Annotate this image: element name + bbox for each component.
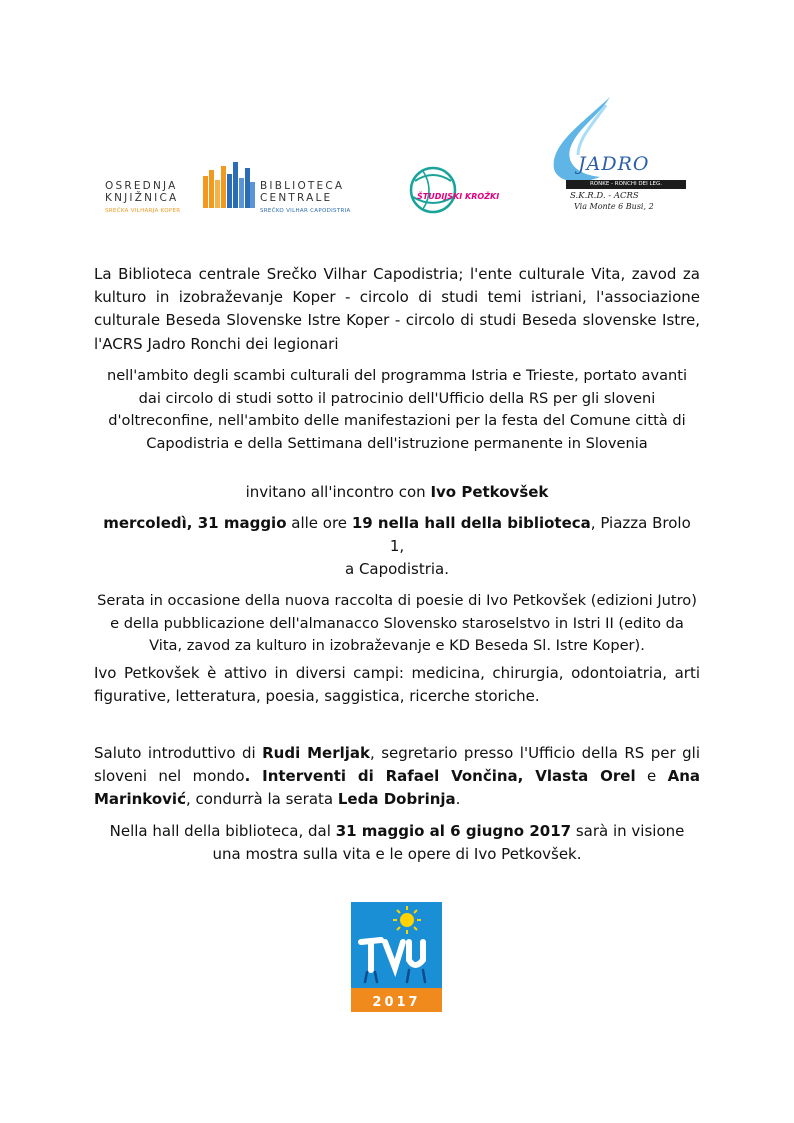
- jadro-subtitle: S.K.R.D. - ACRS: [570, 191, 639, 201]
- event-time-place: 19 nella hall della biblioteca: [351, 514, 591, 532]
- occasion-paragraph: Serata in occasione della nuova raccolta di poesie di Ivo Petkovšek (edizioni Jutro) e della pubblicazione dell'almanacco Slovensko staroselstvo in Istri II (edito da Vita, zavod za kulturo in izobraževanje e KD Beseda Sl. Istre Koper).: [97, 592, 697, 655]
- tvu-year: 2017: [372, 995, 421, 1010]
- book-bars-icon: [203, 162, 255, 210]
- context-paragraph: nell'ambito degli scambi culturali del programma Istria e Trieste, portato avanti dai circolo di studi sotto il patrocinio dell'Ufficio della RS per gli sloveni d'oltreconfine, nell'ambito delle manifestazioni per la festa del Comune città di Capodistria e della Settimana dell'istruzione permanente in Slovenia: [106, 367, 688, 452]
- event-date: mercoledì, 31 maggio: [103, 514, 287, 532]
- jadro-address: Via Monte 6 Busi, 2: [574, 202, 654, 211]
- intro-paragraph: La Biblioteca centrale Srečko Vilhar Capodistria; l'ente culturale Vita, zavod za kulturo in izobraževanje Koper - circolo di studi temi istriani, l'associazione culturale Beseda Slovenske Istre Koper - circolo di studi Beseda slovenske Istre, l'ACRS Jadro Ronchi dei legionari: [94, 265, 700, 353]
- tvu-sun-logo-icon: [351, 902, 442, 1012]
- jadro-title: JADRO: [578, 153, 650, 175]
- studijski-krozki-text: ŠTUDIJSKI KROŽKI: [417, 192, 500, 201]
- globe-swirl-icon: [405, 163, 505, 217]
- library-logo: [105, 162, 350, 214]
- greeting-paragraph: Saluto introduttivo di Rudi Merljak, segretario presso l'Ufficio della RS per gli sloveni nel mondo. Interventi di Rafael Vončina, Vlasta Orel e Ana Marinković, condurrà la serata Leda Dobrinja.: [94, 744, 701, 809]
- tvu-logo: [351, 902, 442, 1012]
- library-logo-left-text: OSREDNJA KNJIŽNICA SREČKA VILHARJA KOPER: [105, 180, 181, 214]
- exhibit-paragraph: Nella hall della biblioteca, dal 31 maggio al 6 giugno 2017 sarà in visione una mostra sulla vita e le opere di Ivo Petkovšek.: [109, 822, 685, 864]
- guest-name: Ivo Petkovšek: [430, 483, 549, 501]
- fields-paragraph: Ivo Petkovšek è attivo in diversi campi: medicina, chirurgia, odontoiatria, arti figurative, letteratura, poesia, saggistica, ricerche storiche.: [94, 664, 700, 706]
- library-logo-right-text: BIBLIOTECA CENTRALE SREČKO VILHAR CAPODISTRIA: [260, 180, 351, 214]
- studijski-krozki-logo: [405, 163, 505, 217]
- jadro-logo: [540, 95, 690, 215]
- invite-paragraph: invitano all'incontro con Ivo Petkovšek: [245, 483, 549, 501]
- jadro-band: RONKE - RONCHI DEI LEG.: [566, 180, 686, 189]
- event-when-paragraph: mercoledì, 31 maggio alle ore 19 nella hall della biblioteca, Piazza Brolo 1, a Capodistria.: [103, 514, 691, 579]
